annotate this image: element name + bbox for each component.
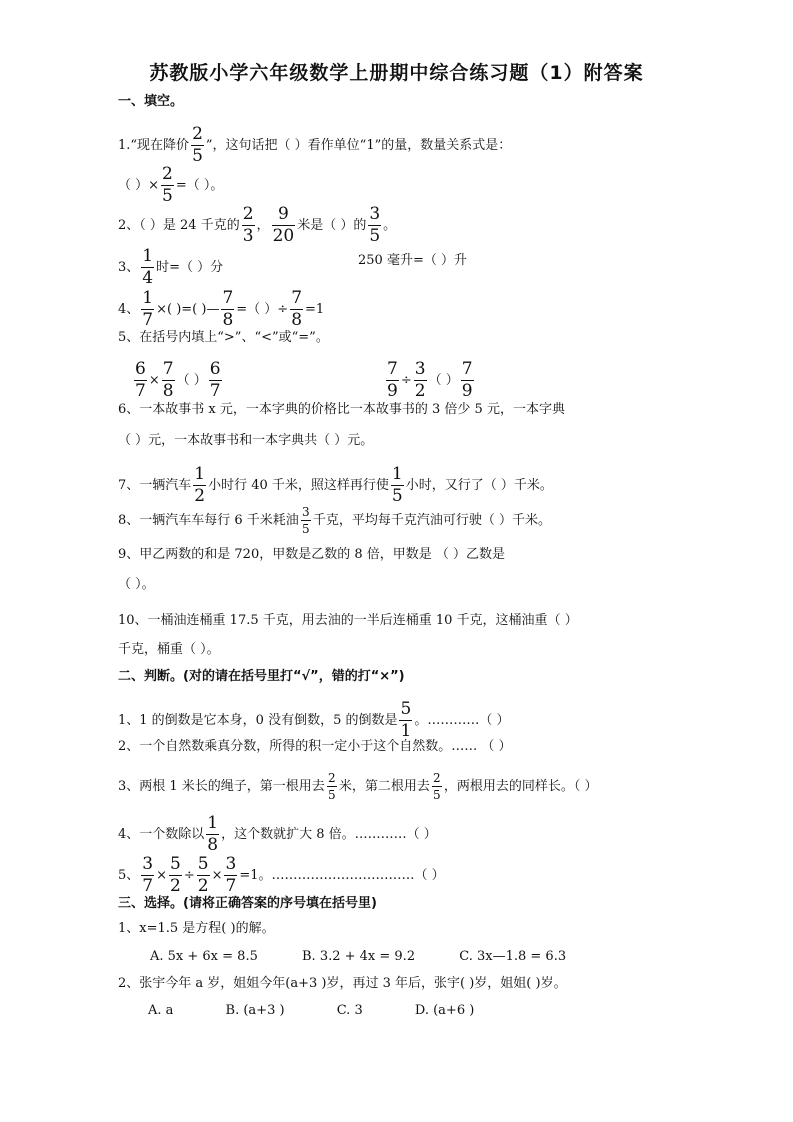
q2-text-c: 米是（ ）的 <box>297 217 367 233</box>
judge1-text-a: 1、1 的倒数是它本身，0 没有倒数，5 的倒数是 <box>118 712 398 728</box>
q4-text-c: =（ ）÷ <box>236 301 289 317</box>
judge3-text-b: 米，第二根用去 <box>338 778 430 794</box>
judge3-line <box>118 772 597 801</box>
page-title: 苏教版小学六年级数学上册期中综合练习题（1）附答案 <box>149 62 644 84</box>
judge1-line <box>118 701 509 740</box>
section2-heading: 二、判断。(对的请在括号里打“√”，错的打“×”) <box>118 669 405 684</box>
divide-sign: ÷ <box>400 372 412 388</box>
q4-text-d: =1 <box>305 301 325 317</box>
q5-left-compare <box>132 361 224 400</box>
fraction-2-5: $\frac{2}{5}$ <box>433 771 441 802</box>
q9-line1: 9、甲乙两数的和是 720，甲数是乙数的 8 倍，甲数是 （ ）乙数是 <box>118 547 506 562</box>
q10-line2: 千克，桶重（ ）。 <box>118 642 220 657</box>
q5-blank-left: （ ） <box>176 372 207 388</box>
judge2-line: 2、一个自然数乘真分数，所得的积一定小于这个自然数。…… （ ） <box>118 739 512 754</box>
q1-blank-text: （ ）× <box>118 177 160 193</box>
q2-text-a: 2、（ ）是 24 千克的 <box>118 217 240 233</box>
fraction-5-2: $\frac{5}{2}$ <box>170 854 181 896</box>
q3-text-b: 时=（ ）分 <box>156 259 224 275</box>
q7-text-b: 小时行 40 千米，照这样再行使 <box>208 477 389 493</box>
q8-line <box>118 506 551 535</box>
judge4-text-b: ，这个数就扩大 8 倍。…………（ ） <box>221 826 437 842</box>
fraction-1-2: $\frac{1}{2}$ <box>194 464 206 506</box>
section1-heading: 一、填空。 <box>118 94 184 109</box>
fraction-7-8: $\frac{7}{8}$ <box>222 288 234 330</box>
q3-text-c: 250 毫升=（ ）升 <box>358 253 467 268</box>
q3-line <box>118 248 223 287</box>
fraction-2-5: $\frac{2}{5}$ <box>327 771 336 802</box>
fraction-1-4: $\frac{1}{4}$ <box>142 246 154 288</box>
q8-text-a: 8、一辆汽车车每行 6 千米耗油 <box>118 512 299 528</box>
q5-instruction: 5、在括号内填上“>”、“<”或“=”。 <box>118 330 329 345</box>
fraction-2-5: $\frac{2}{5}$ <box>192 124 203 166</box>
q1-text-post: ”，这句话把（ ）看作单位“1”的量，数量关系式是： <box>205 137 512 153</box>
q1-result-text: =（ ）。 <box>175 177 224 193</box>
choice2-option-d: D. (a+6 ) <box>414 1003 475 1018</box>
choice2-option-a: A. a <box>148 1003 174 1018</box>
q5-blank-right: （ ） <box>428 372 459 388</box>
fraction-1-7: $\frac{1}{7}$ <box>142 288 154 330</box>
fraction-1-8: $\frac{1}{8}$ <box>207 813 219 855</box>
fraction-6-7: $\frac{6}{7}$ <box>209 359 221 401</box>
q6-line1: 6、一本故事书 x 元，一本字典的价格比一本故事书的 3 倍少 5 元，一本字典 <box>118 402 565 417</box>
fraction-3-7: $\frac{3}{7}$ <box>225 854 237 896</box>
q1-line2 <box>118 166 223 205</box>
judge4-text-a: 4、一个数除以 <box>118 826 205 842</box>
q1-text-pre: 1.“现在降价 <box>118 137 190 153</box>
q6-line2: （ ）元，一本故事书和一本字典共（ ）元。 <box>118 433 374 448</box>
q1-line1 <box>118 126 511 165</box>
judge5-text-b: =1。……………………………（ ） <box>239 867 445 883</box>
choice2-question: 2、张宇今年 a 岁，姐姐今年(a+3 )岁，再过 3 年后，张宇( )岁，姐姐( )岁。 <box>118 976 567 991</box>
judge4-line <box>118 815 437 854</box>
fraction-3-7: $\frac{3}{7}$ <box>142 854 154 896</box>
q2-text-b: ， <box>256 217 270 233</box>
q7-line <box>118 466 553 505</box>
fraction-7-8: $\frac{7}{8}$ <box>291 288 303 330</box>
choice2-options <box>148 1001 474 1021</box>
fraction-9-20: $\frac{9}{20}$ <box>272 204 295 246</box>
fraction-1-5: $\frac{1}{5}$ <box>391 464 403 506</box>
fraction-3-5: $\frac{3}{5}$ <box>301 505 310 536</box>
judge5-text-a: 5、 <box>118 867 140 883</box>
section3-heading: 三、选择。(请将正确答案的序号填在括号里) <box>118 896 377 911</box>
fraction-6-7: $\frac{6}{7}$ <box>135 359 146 401</box>
choice1-option-c: C. 3x—1.8 = 6.3 <box>459 949 567 964</box>
choice1-options <box>150 947 566 967</box>
judge3-text-c: ，两根用去的同样长。（ ） <box>443 778 598 794</box>
q7-text-c: 小时，又行了（ ）千米。 <box>405 477 553 493</box>
fraction-5-2: $\frac{5}{2}$ <box>197 854 209 896</box>
fraction-3-5: $\frac{3}{5}$ <box>369 204 381 246</box>
fraction-2-5: $\frac{2}{5}$ <box>162 164 173 206</box>
times-sign: × <box>211 867 223 883</box>
judge3-text-a: 3、两根 1 米长的绳子，第一根用去 <box>118 778 325 794</box>
choice1-option-a: A. 5x + 6x = 8.5 <box>150 949 258 964</box>
q2-line <box>118 206 396 245</box>
fraction-7-9: $\frac{7}{9}$ <box>461 359 473 401</box>
q8-text-b: 千克，平均每千克汽油可行驶（ ）千米。 <box>312 512 551 528</box>
q10-line1: 10、一桶油连桶重 17.5 千克，用去油的一半后连桶重 10 千克，这桶油重（ ） <box>118 613 578 628</box>
q9-line2: （ ）。 <box>118 577 155 592</box>
judge1-text-b: 。…………（ ） <box>414 712 510 728</box>
q2-text-d: 。 <box>383 217 397 233</box>
q4-line <box>118 290 324 329</box>
times-sign: × <box>156 867 168 883</box>
choice1-option-b: B. 3.2 + 4x = 9.2 <box>302 949 416 964</box>
q5-right-compare <box>384 361 476 400</box>
fraction-7-9: $\frac{7}{9}$ <box>387 359 398 401</box>
q4-text-a: 4、 <box>118 301 140 317</box>
choice2-option-c: C. 3 <box>336 1003 363 1018</box>
divide-sign: ÷ <box>183 867 195 883</box>
judge5-line <box>118 856 445 895</box>
times-sign: × <box>148 372 160 388</box>
q7-text-a: 7、一辆汽车 <box>118 477 192 493</box>
choice1-question: 1、x=1.5 是方程( )的解。 <box>118 921 275 936</box>
q3-text-a: 3、 <box>118 259 140 275</box>
fraction-7-8: $\frac{7}{8}$ <box>162 359 174 401</box>
fraction-2-3: $\frac{2}{3}$ <box>242 204 254 246</box>
fraction-5-1: $\frac{5}{1}$ <box>400 699 412 741</box>
fraction-3-2: $\frac{3}{2}$ <box>414 359 426 401</box>
q4-text-b: ×( )=( )— <box>156 301 220 317</box>
choice2-option-b: B. (a+3 ) <box>225 1003 285 1018</box>
